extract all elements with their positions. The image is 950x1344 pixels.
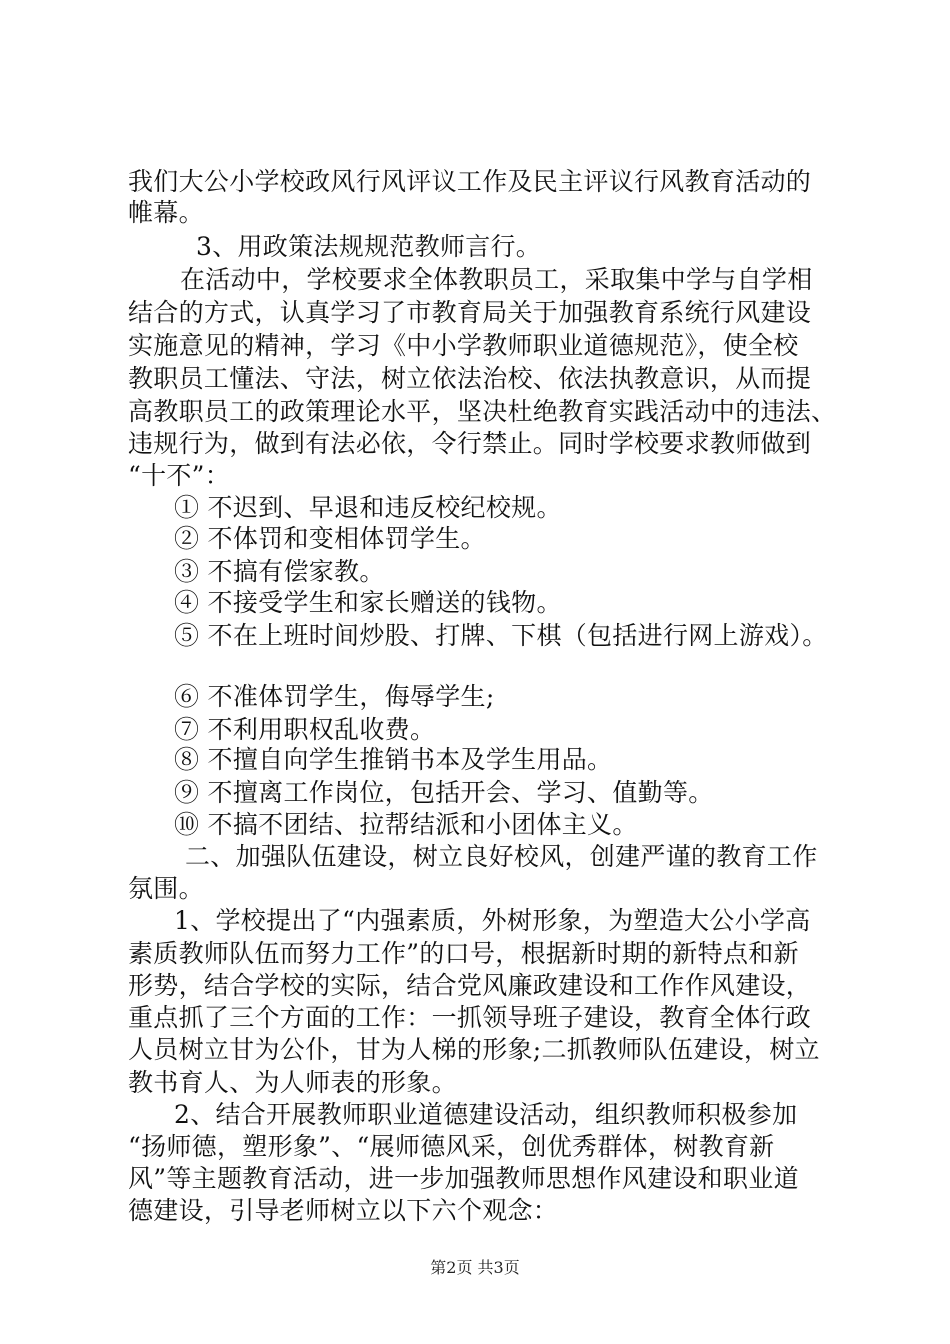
text-line: ⑩ 不搞不团结、拉帮结派和小团体主义。 [174, 810, 638, 839]
text-line: 2、结合开展教师职业道德建设活动，组织教师积极参加 [174, 1100, 798, 1129]
text-line: 德建设，引导老师树立以下六个观念： [128, 1196, 559, 1225]
text-line: 在活动中，学校要求全体教职员工，采取集中学与自学相 [180, 265, 813, 294]
text-line: 结合的方式，认真学习了市教育局关于加强教育系统行风建设 [128, 298, 812, 327]
text-line: 风”等主题教育活动，进一步加强教师思想作风建设和职业道 [128, 1164, 799, 1193]
text-line: 氛围。 [128, 874, 204, 903]
text-line: 人员树立甘为公仆，甘为人梯的形象;二抓教师队伍建设，树立 [128, 1035, 820, 1064]
text-line: 我们大公小学校政风行风评议工作及民主评议行风教育活动的 [128, 167, 812, 196]
text-line: ⑦ 不利用职权乱收费。 [174, 715, 436, 744]
text-line: 教职员工懂法、守法，树立依法治校、依法执教意识，从而提 [128, 364, 812, 393]
text-line: 高教职员工的政策理论水平，坚决杜绝教育实践活动中的违法、 [128, 397, 837, 426]
text-line: 素质教师队伍而努力工作”的口号，根据新时期的新特点和新 [128, 939, 799, 968]
text-line: 教书育人、为人师表的形象。 [128, 1068, 457, 1097]
text-line: ④ 不接受学生和家长赠送的钱物。 [174, 588, 562, 617]
text-line: 重点抓了三个方面的工作：一抓领导班子建设，教育全体行政 [128, 1003, 812, 1032]
text-line: 违规行为，做到有法必依，令行禁止。同时学校要求教师做到 [128, 429, 812, 458]
text-line: “扬师德，塑形象”、“展师德风采，创优秀群体，树教育新 [128, 1132, 775, 1161]
text-line: 1、学校提出了“内强素质，外树形象，为塑造大公小学高 [174, 906, 811, 935]
text-line: ⑥ 不准体罚学生，侮辱学生; [174, 682, 495, 711]
text-line: ⑤ 不在上班时间炒股、打牌、下棋（包括进行网上游戏）。 [174, 621, 828, 650]
text-line: 帷幕。 [128, 198, 204, 227]
text-line: ① 不迟到、早退和违反校纪校规。 [174, 493, 562, 522]
text-line: 实施意见的精神，学习《中小学教师职业道德规范》，使全校 [128, 331, 799, 360]
text-line: 形势，结合学校的实际，结合党风廉政建设和工作作风建设， [128, 971, 812, 1000]
text-line: ③ 不搞有偿家教。 [174, 557, 385, 586]
text-line: ② 不体罚和变相体罚学生。 [174, 524, 486, 553]
text-line: 二、加强队伍建设，树立良好校风，创建严谨的教育工作 [185, 842, 818, 871]
text-line: ⑧ 不擅自向学生推销书本及学生用品。 [174, 745, 613, 774]
text-line: “十不”： [128, 461, 231, 490]
text-line: 3、用政策法规规范教师言行。 [196, 232, 542, 261]
page-footer: 第2页 共3页 [430, 1258, 520, 1277]
text-line: ⑨ 不擅离工作岗位，包括开会、学习、值勤等。 [174, 778, 714, 807]
